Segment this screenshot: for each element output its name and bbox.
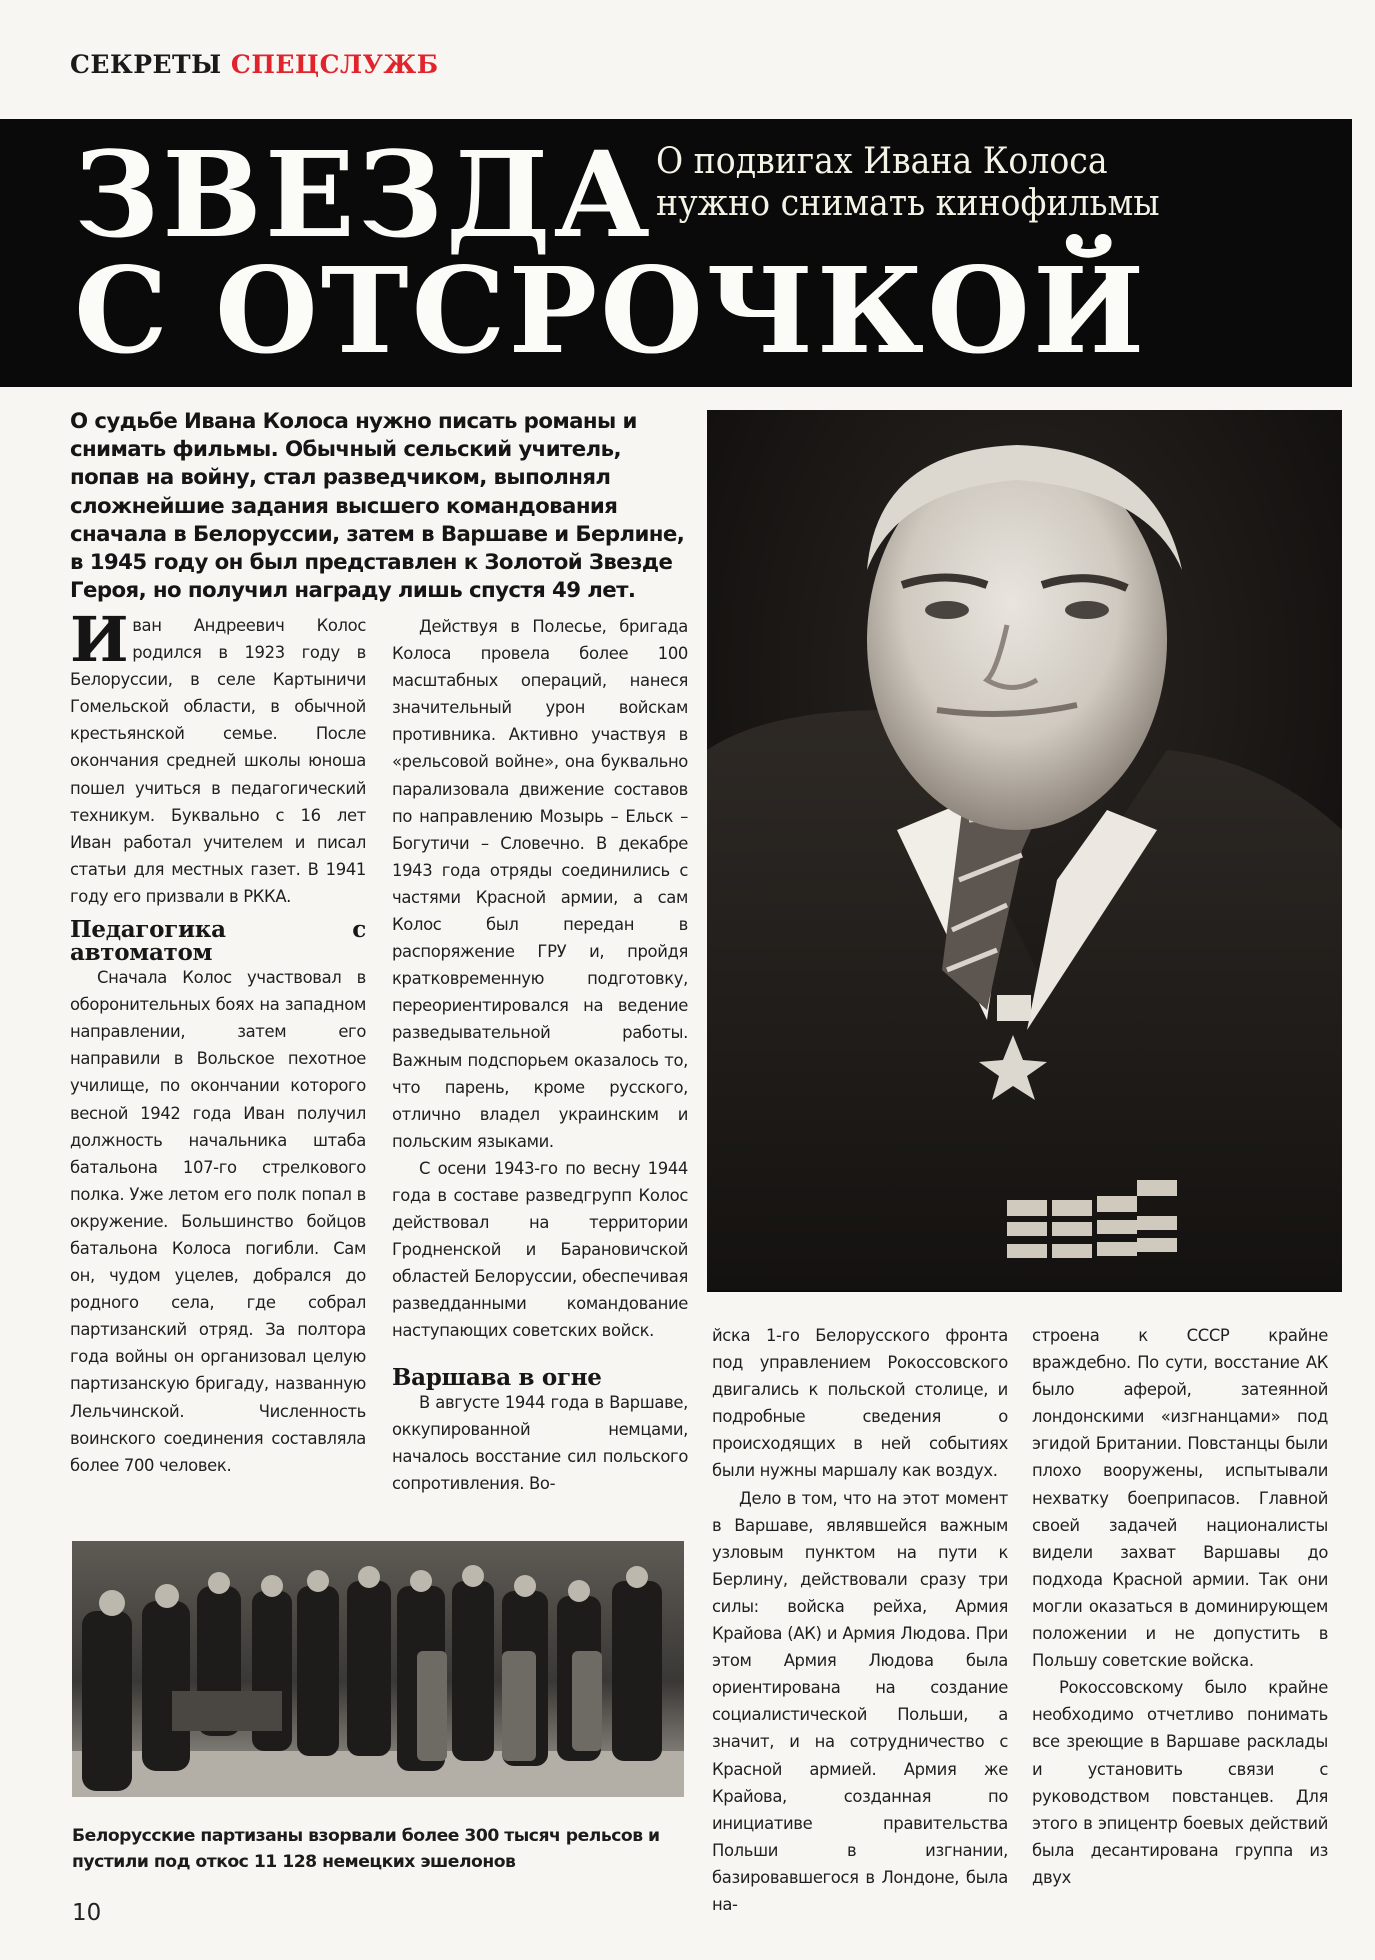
article-paragraph: Иван Андреевич Колос родился в 1923 году в Белоруссии, в селе Картыничи Гомельской области, в обычной крестьянской семье. После окончания средней школы юноша пошел учиться в педагогический техникум. Буквально с 16 лет Иван работал учителем и писал статьи для местных газет. В 1941 году его призвали в РККА.	[70, 603, 366, 906]
article-paragraph: йска 1-го Белорусского фронта под управлением Рокоссовского двигались к польской столице, и подробные сведения о происходящих в ней событиях были нужны маршалу как воздух.	[712, 1326, 1008, 1481]
headline-subtitle	[656, 141, 1160, 225]
partisans-photo	[72, 1541, 684, 1797]
article-column-1	[70, 603, 366, 1479]
subheading-warsaw: Варшава в огне	[392, 1363, 602, 1391]
page-number: 10	[72, 1900, 102, 1926]
article-paragraph: Рокоссовскому было крайне необходимо отчетливо понимать все зреющие в Варшаве расклады и установить связи с руководством повстанцев. Для этого в эпицентр боевых действий была десантирована группа из двух	[1032, 1678, 1328, 1887]
article-column-2	[392, 613, 688, 1497]
article-paragraph: Дело в том, что на этот момент в Варшаве, являвшейся важным узловым пунктом на пути к Берлину, действовали сразу три силы: войска рейха, Армия Крайова (АК) и Армия Людова. При этом Армия Людова была ориентирована на создание социалистической Польши, а значит, и на сотрудничество с Красной армией. Армия же Крайова, созданная по инициативе правительства Польши в изгнании, базировавшегося в Лондоне, была на-	[712, 1488, 1008, 1914]
subtitle-line-2: нужно снимать кинофильмы	[656, 183, 1160, 224]
drop-cap: И	[70, 603, 129, 676]
photo-caption: Белорусские партизаны взорвали более 300 тысяч рельсов и пустили под откос 11 128 немецких эшелонов	[72, 1826, 660, 1872]
portrait-image	[707, 410, 1342, 1292]
lead-paragraph: О судьбе Ивана Колоса нужно писать романы и снимать фильмы. Обычный сельский учитель, попав на войну, стал разведчиком, выполнял сложнейшие задания высшего командования сначала в Белоруссии, затем в Варшаве и Берлине, в 1945 году он был представлен к Золотой Звезде Героя, но получил награду лишь спустя 49 лет.	[70, 409, 685, 604]
article-column-4	[1032, 1322, 1328, 1891]
article-paragraph: Действуя в Полесье, бригада Колоса провела более 100 масштабных операций, нанеся значительный урон войскам противника. Активно участвуя в «рельсовой войне», она буквально парализовала движение составов по направлению Мозырь – Ельск – Богутичи – Словечно. В декабре 1943 года отряды соединились с частями Красной армии, а сам Колос был передан в распоряжение ГРУ и, пройдя кратковременную подготовку, переориентировался на ведение разведывательной работы. Важным подспорьем оказалось то, что парень, кроме русского, отлично владел украинским и польским языками.	[392, 617, 688, 1151]
section-rubric	[70, 50, 439, 79]
article-paragraph: В августе 1944 года в Варшаве, оккупированной немцами, началось восстание сил польского сопротивления. Во-	[392, 1392, 688, 1493]
article-paragraph: Сначала Колос участвовал в оборонительных боях на западном направлении, затем его направили в Вольское пехотное училище, по окончании которого весной 1942 года Иван получил должность начальника штаба батальона 107-го стрелкового полка. Уже летом его полк попал в окружение. Большинство бойцов батальона Колоса погибли. Сам он, чудом уцелев, добрался до родного села, где собрал партизанский отряд. За полтора года войны он организовал целую партизанскую бригаду, названную Лельчинской. Численность воинского соединения составляла более 700 человек.	[70, 968, 366, 1475]
portrait-photo	[707, 410, 1342, 1292]
partisans-image	[72, 1541, 684, 1797]
headline-line-1: ЗВЕЗДА	[74, 125, 653, 264]
rubric-secrets: СЕКРЕТЫ	[70, 50, 222, 79]
rubric-special-services: СПЕЦСЛУЖБ	[230, 50, 439, 79]
article-paragraph: С осени 1943-го по весну 1944 года в составе разведгрупп Колос действовал на территории Гродненской и Барановичской областей Белоруссии, обеспечивая разведданными командование наступающих советских войск.	[392, 1158, 688, 1341]
subheading-pedagogy: Педагогика с автоматом	[70, 916, 366, 967]
article-column-3	[712, 1322, 1008, 1918]
headline-banner	[0, 119, 1352, 387]
article-paragraph: строена к СССР крайне враждебно. По сути, восстание АК было аферой, затеянной лондонскими «изгнанцами» под эгидой Британии. Повстанцы были плохо вооружены, испытывали нехватку боеприпасов. Главной своей задачей националисты видели захват Варшавы до подхода Красной армии. Так они могли оказаться в доминирующем положении и не допустить в Польшу советские войска.	[1032, 1326, 1328, 1671]
subtitle-line-1: О подвигах Ивана Колоса	[656, 141, 1108, 182]
headline-line-2: С ОТСРОЧКОЙ	[74, 241, 1148, 380]
